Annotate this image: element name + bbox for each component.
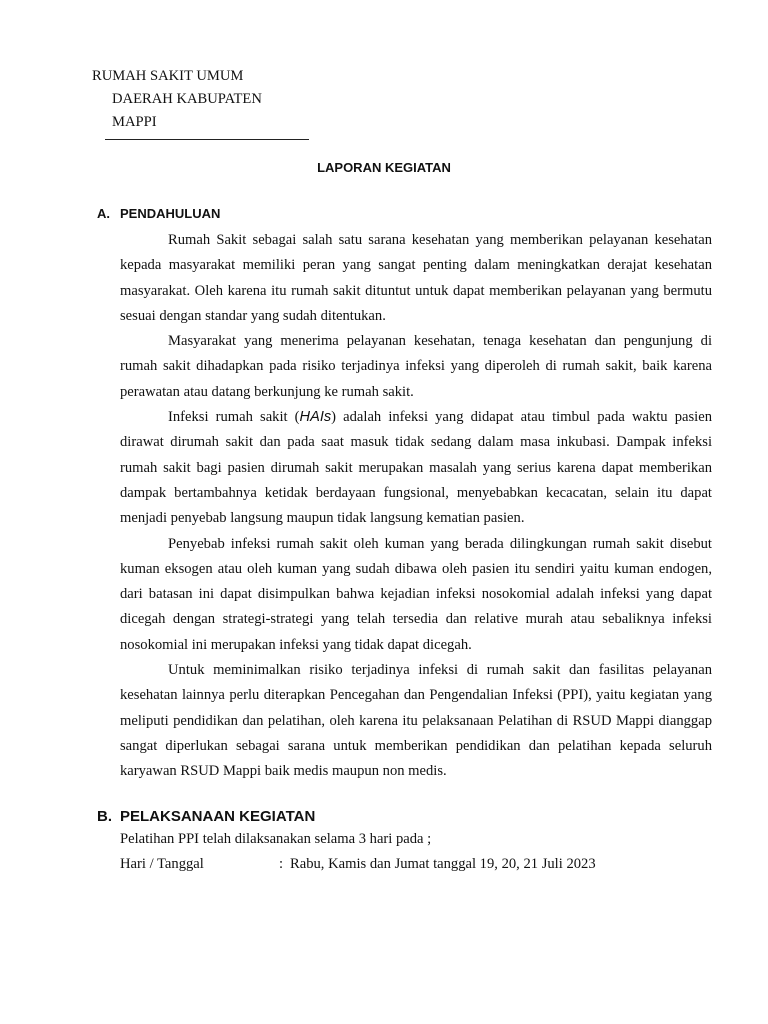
paragraph-3 bbox=[120, 405, 712, 531]
date-colon: : bbox=[279, 856, 284, 872]
hais-term: HAIs bbox=[299, 409, 332, 426]
date-value: Rabu, Kamis dan Jumat tanggal 19, 20, 21 Juli 2023 bbox=[290, 856, 596, 872]
section-b-letter: B. bbox=[97, 808, 112, 825]
hospital-name-line-1: RUMAH SAKIT UMUM bbox=[92, 68, 244, 84]
hospital-name-line-2: DAERAH KABUPATEN bbox=[112, 91, 262, 107]
section-a-title: PENDAHULUAN bbox=[120, 206, 221, 221]
paragraph-3-start: Infeksi rumah sakit ( bbox=[168, 409, 300, 426]
document-title: LAPORAN KEGIATAN bbox=[317, 160, 451, 175]
date-label: Hari / Tanggal bbox=[120, 856, 204, 872]
paragraph-4: Penyebab infeksi rumah sakit oleh kuman yang berada dilingkungan rumah sakit disebut kuman eksogen atau oleh kuman yang sudah dibawa oleh pasien itu sendiri yaitu kuman endogen, dari batasan ini dapat disimpulkan bahwa kejadian infeksi nosokomial adalah infeksi yang dapat dicegah dengan strategi-strategi yang telah tersedia dan relative murah atau sebaliknya infeksi nosokomial ini merupakan infeksi yang tidak dapat dicegah. bbox=[120, 535, 712, 653]
hospital-name-line-3: MAPPI bbox=[112, 114, 157, 130]
paragraph-1: Rumah Sakit sebagai salah satu sarana kesehatan yang memberikan pelayanan kesehatan kepada masyarakat memiliki peran yang sangat penting dalam meningkatkan derajat kesehatan masyarakat. Oleh karena itu rumah sakit dituntut untuk dapat memberikan pelayanan yang bermutu sesuai dengan standar yang sudah ditentukan. bbox=[120, 232, 712, 324]
header-divider bbox=[105, 139, 309, 140]
implementation-intro: Pelatihan PPI telah dilaksanakan selama 3 hari pada ; bbox=[120, 831, 432, 847]
paragraph-2: Masyarakat yang menerima pelayanan kesehatan, tenaga kesehatan dan pengunjung di rumah sakit dihadapkan pada risiko terjadinya infeksi yang diperoleh di rumah sakit, baik karena perawatan atau datang berkunjung ke rumah sakit. bbox=[120, 333, 712, 400]
section-b-title: PELAKSANAAN KEGIATAN bbox=[120, 808, 316, 825]
section-a-letter: A. bbox=[97, 206, 110, 221]
section-a-body bbox=[120, 228, 712, 785]
paragraph-3-rest: ) adalah infeksi yang didapat atau timbul pada waktu pasien dirawat dirumah sakit dan pada saat masuk tidak sedang dalam masa inkubasi. Dampak infeksi rumah sakit bagi pasien dirumah sakit merupakan masalah yang serius karena dapat memberikan dampak bertambahnya ketidak berdayaan fungsional, menyebabkan kecacatan, selain itu dapat menjadi penyebab langsung maupun tidak langsung kematian pasien. bbox=[120, 409, 712, 527]
paragraph-5: Untuk meminimalkan risiko terjadinya infeksi di rumah sakit dan fasilitas pelayanan kesehatan lainnya perlu diterapkan Pencegahan dan Pengendalian Infeksi (PPI), yaitu kegiatan yang meliputi pendidikan dan pelatihan, oleh karena itu pelaksanaan Pelatihan di RSUD Mappi dianggap sangat diperlukan sebagai sarana untuk memberikan pendidikan dan pelatihan kepada seluruh karyawan RSUD Mappi baik medis maupun non medis. bbox=[120, 662, 712, 780]
